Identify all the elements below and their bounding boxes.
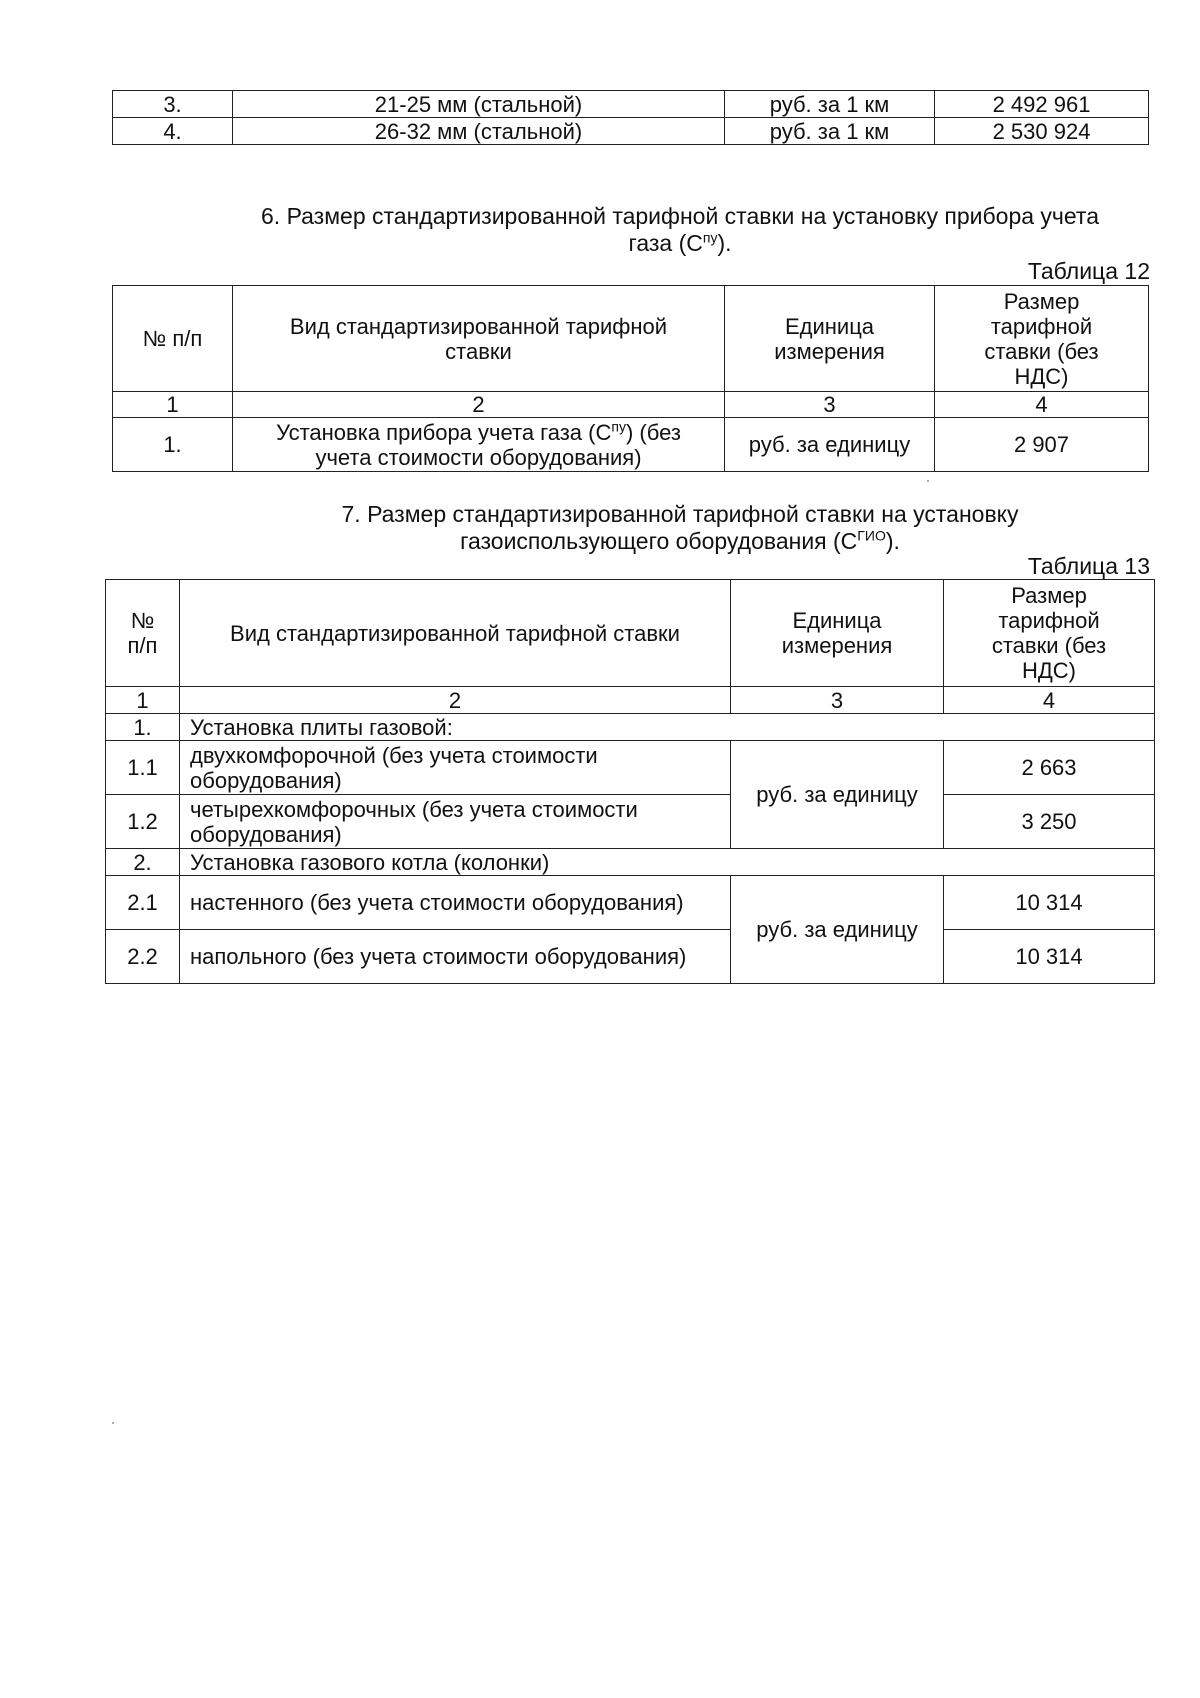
group-title: Установка плиты газовой:	[180, 714, 1155, 741]
row-value: 10 314	[944, 876, 1155, 930]
row-name: Установка прибора учета газа $(С^{пу})$ (без учета стоимости оборудования)	[233, 418, 725, 472]
table-row	[106, 741, 1155, 795]
table-row	[113, 91, 1149, 118]
col-number: 1	[113, 392, 233, 418]
row-value: 2 663	[944, 741, 1155, 795]
row-number: 1.	[113, 418, 233, 472]
row-unit: руб. за единицу	[725, 418, 935, 472]
table-row	[106, 930, 1155, 984]
row-value: 2 492 961	[935, 91, 1149, 118]
row-name: 21-25 мм (стальной)	[233, 91, 725, 118]
col-number: 2	[233, 392, 725, 418]
section-7-heading-line2: газоиспользующего оборудования $(С^{ГИО})$.	[460, 527, 900, 554]
column-numbers-row	[113, 392, 1149, 418]
section-7-heading-line1: 7. Размер стандартизированной тарифной ставки на установку	[341, 501, 1019, 527]
table-header-row	[113, 286, 1149, 392]
row-number: 1.1	[106, 741, 180, 795]
row-number: 1.2	[106, 795, 180, 849]
header-unit: Единица измерения	[725, 286, 935, 392]
table-row	[106, 876, 1155, 930]
row-name: 26-32 мм (стальной)	[233, 118, 725, 145]
scan-speck	[927, 480, 929, 482]
table-12-label: Таблица 12	[1027, 258, 1150, 284]
row-value: 2 907	[935, 418, 1149, 472]
row-number: 2.2	[106, 930, 180, 984]
table-11-tail	[112, 90, 1149, 145]
table-12	[112, 285, 1149, 472]
row-name: четырехкомфорочных (без учета стоимости оборудования)	[180, 795, 731, 849]
row-number: 3.	[113, 91, 233, 118]
table-row	[113, 418, 1149, 472]
section-6-heading-line1: 6. Размер стандартизированной тарифной ставки на установку прибора учета	[261, 203, 1099, 229]
group-row	[106, 849, 1155, 876]
row-unit: руб. за единицу	[731, 876, 944, 984]
col-number: 4	[944, 687, 1155, 714]
row-number: 1.	[106, 714, 180, 741]
col-number: 2	[180, 687, 731, 714]
row-value: 10 314	[944, 930, 1155, 984]
header-name: Вид стандартизированной тарифной ставки	[180, 580, 731, 687]
table-header-row	[106, 580, 1155, 687]
column-numbers-row	[106, 687, 1155, 714]
col-number: 3	[725, 392, 935, 418]
group-row	[106, 714, 1155, 741]
header-value: Размер тарифной ставки (без НДС)	[935, 286, 1149, 392]
row-name: напольного (без учета стоимости оборудования)	[180, 930, 731, 984]
header-unit: Единица измерения	[731, 580, 944, 687]
row-unit: руб. за единицу	[731, 741, 944, 849]
table-row	[106, 795, 1155, 849]
table-row	[113, 118, 1149, 145]
row-number: 2.1	[106, 876, 180, 930]
section-6-heading-line2: газа $(С^{пу})$.	[628, 229, 732, 256]
row-number: 2.	[106, 849, 180, 876]
row-name: настенного (без учета стоимости оборудования)	[180, 876, 731, 930]
row-unit: руб. за 1 км	[725, 118, 935, 145]
col-number: 1	[106, 687, 180, 714]
row-number: 4.	[113, 118, 233, 145]
section-6-heading	[200, 203, 1160, 257]
header-number: № п/п	[106, 580, 180, 687]
scan-speck	[112, 1422, 114, 1424]
row-value: 3 250	[944, 795, 1155, 849]
row-name: двухкомфорочной (без учета стоимости оборудования)	[180, 741, 731, 795]
row-value: 2 530 924	[935, 118, 1149, 145]
header-number: № п/п	[113, 286, 233, 392]
row-unit: руб. за 1 км	[725, 91, 935, 118]
col-number: 4	[935, 392, 1149, 418]
header-value: Размер тарифной ставки (без НДС)	[944, 580, 1155, 687]
header-name: Вид стандартизированной тарифной ставки	[233, 286, 725, 392]
col-number: 3	[731, 687, 944, 714]
table-13-label: Таблица 13	[1027, 553, 1150, 579]
section-7-heading	[200, 501, 1160, 555]
table-13	[105, 579, 1155, 984]
group-title: Установка газового котла (колонки)	[180, 849, 1155, 876]
